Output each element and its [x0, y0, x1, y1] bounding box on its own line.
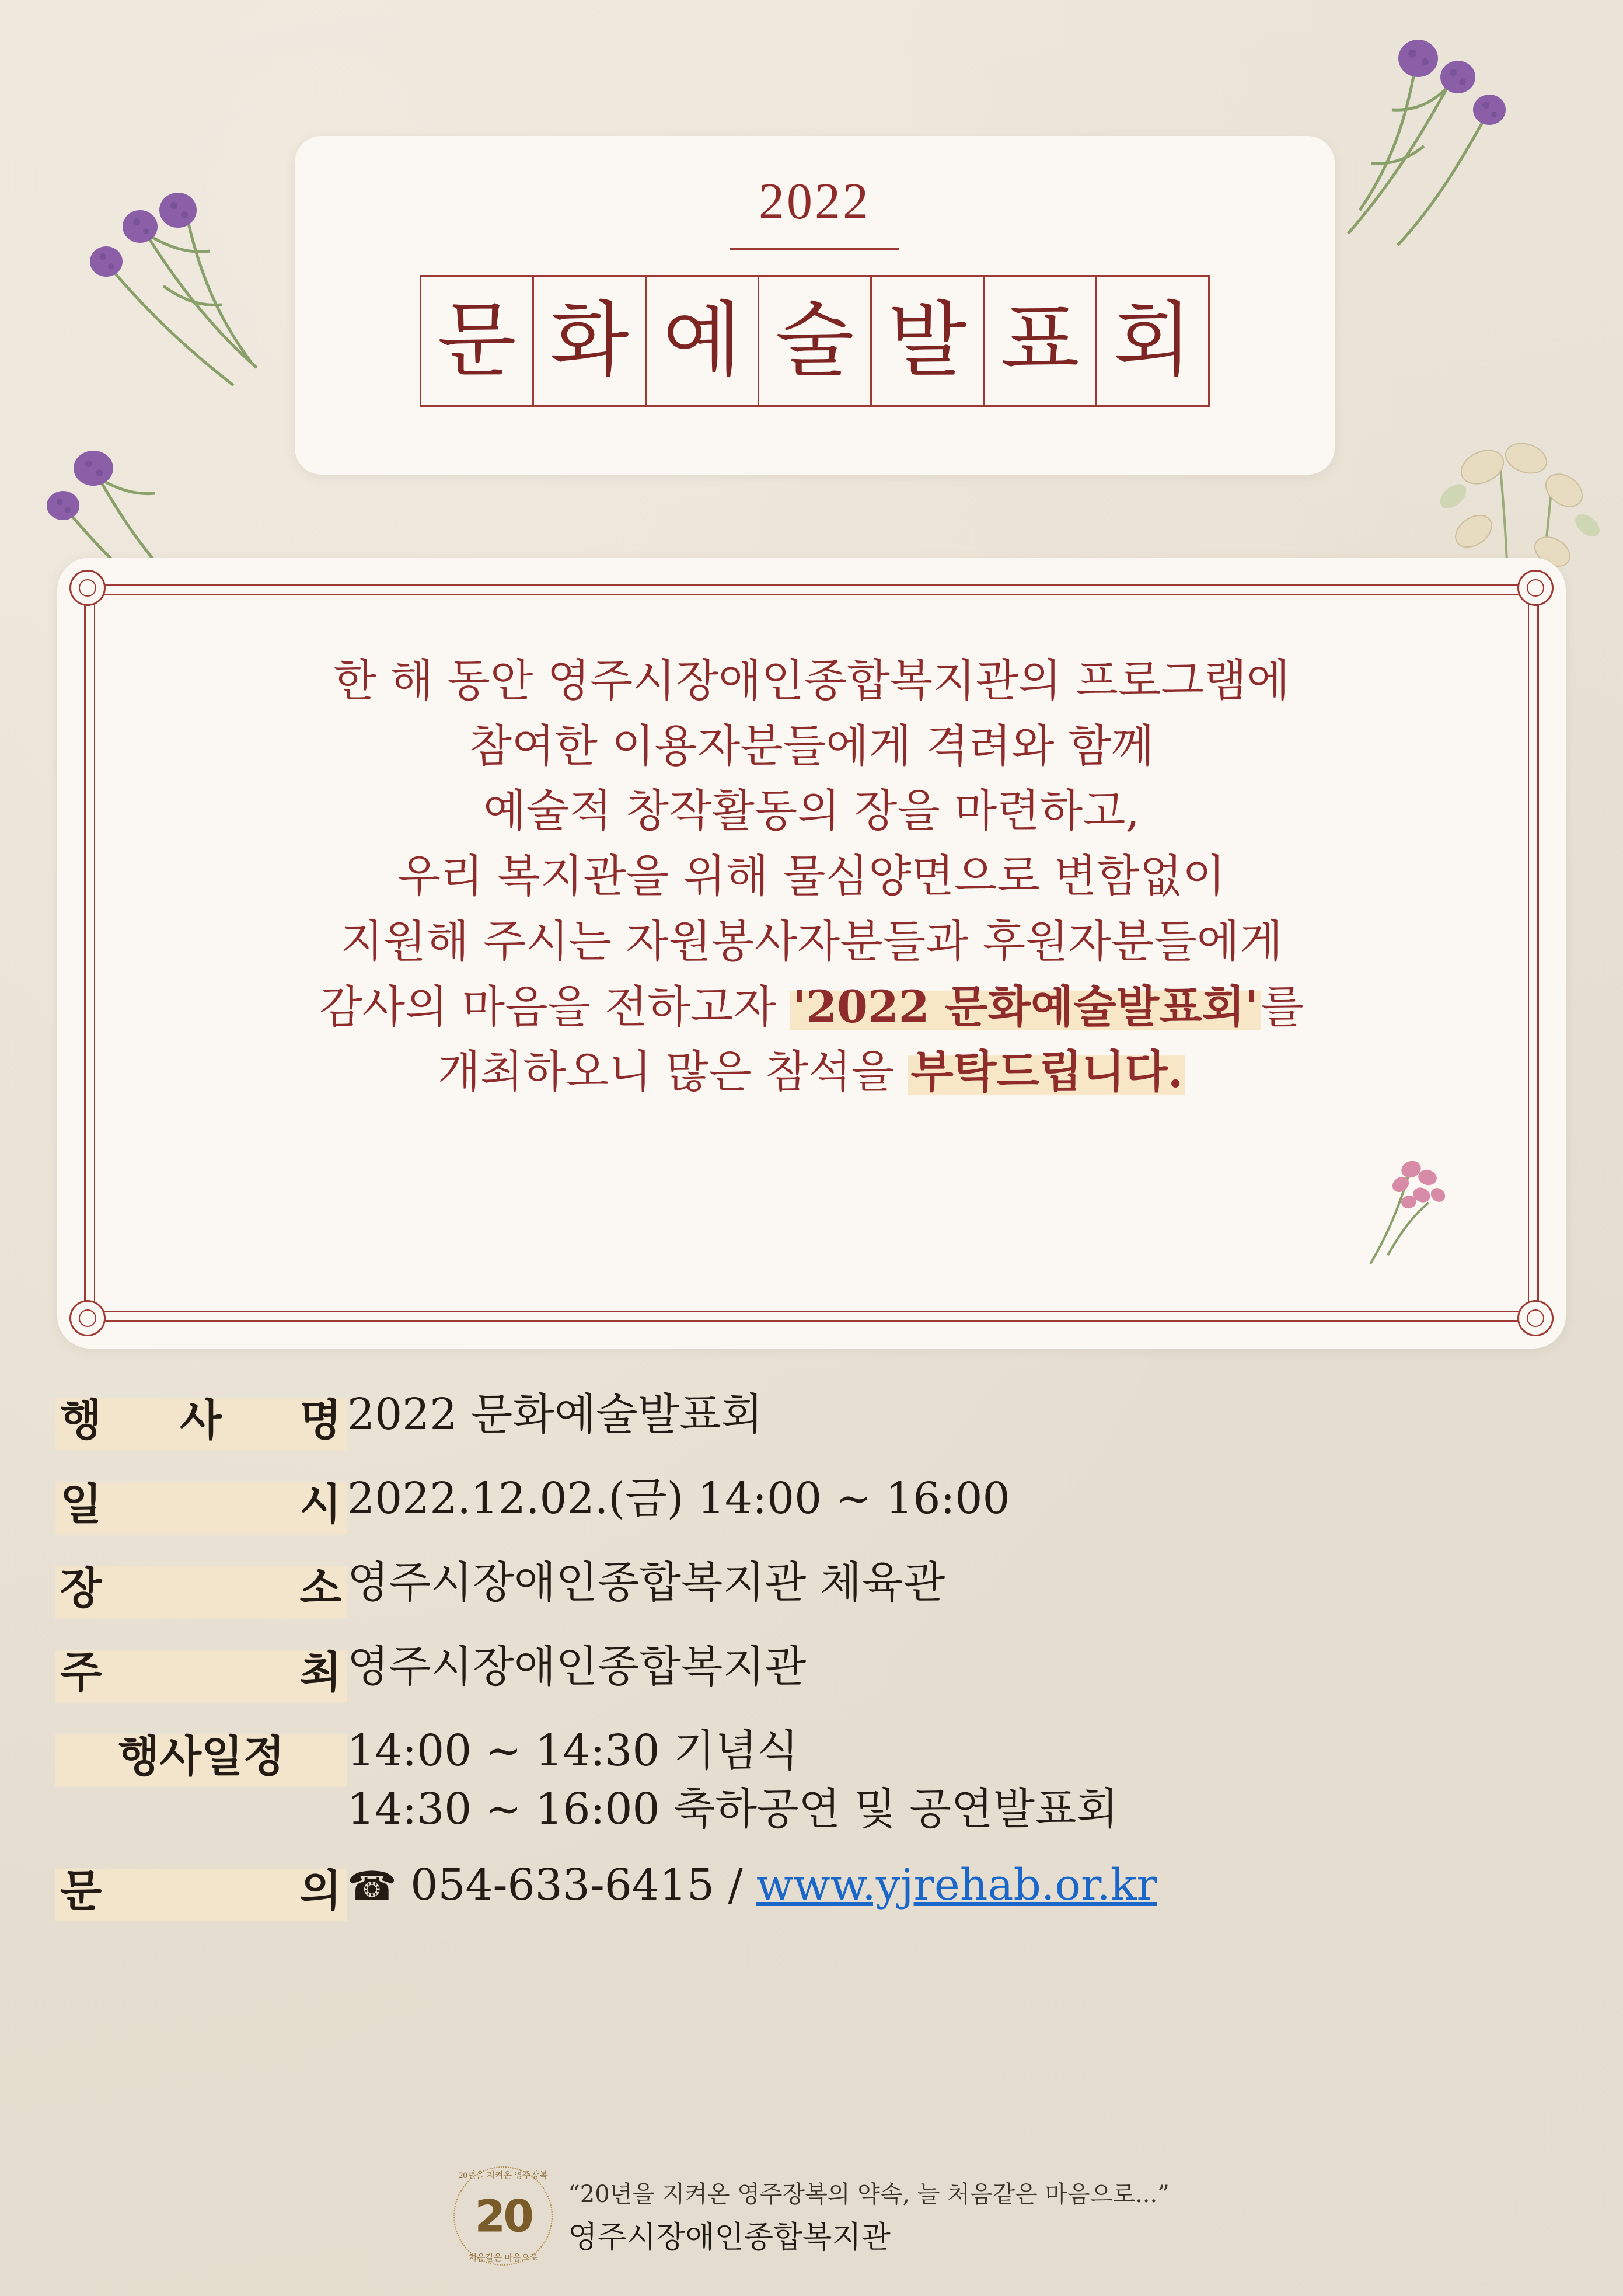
label-char: 행 — [60, 1395, 103, 1445]
label-char: 의 — [299, 1865, 343, 1916]
message-line: 한 해 동안 영주시장애인종합복지관의 프로그램에 — [333, 654, 1290, 706]
message-line-pre: 개최하오니 많은 참석을 — [437, 1046, 909, 1098]
poster-year: 2022 — [759, 173, 871, 230]
website-link[interactable]: www.yjrehab.or.kr — [756, 1859, 1157, 1910]
message-highlight: '2022 문화예술발표회' — [790, 981, 1261, 1033]
info-row-host — [55, 1636, 1573, 1705]
info-row-event-name — [55, 1384, 1573, 1452]
info-label — [55, 1468, 347, 1537]
info-value-line: 영주시장애인종합복지관 — [347, 1642, 807, 1692]
info-label — [55, 1636, 347, 1705]
message-highlight: 부탁드립니다. — [908, 1046, 1185, 1098]
message-line: 예술적 창작활동의 장을 마련하고, — [483, 785, 1140, 837]
title-char: 예 — [647, 277, 759, 405]
poster-title-boxed — [420, 275, 1210, 407]
message-card — [57, 558, 1566, 1349]
contact-separator: / — [714, 1859, 757, 1910]
label-char: 시 — [299, 1479, 343, 1529]
info-row-contact — [55, 1854, 1573, 1923]
message-line: 지원해 주시는 자원봉사자분들과 후원자분들에게 — [340, 915, 1283, 967]
info-value-line: 14:30 ~ 16:00 축하공연 및 공연발표회 — [347, 1783, 1118, 1834]
frame-corner-ornament — [69, 570, 106, 606]
info-value-line: 14:00 ~ 14:30 기념식 — [347, 1726, 799, 1776]
info-value — [347, 1468, 1010, 1528]
label-char: 장 — [60, 1563, 103, 1614]
info-value — [347, 1384, 763, 1444]
info-label — [55, 1552, 347, 1621]
message-line: 우리 복지관을 위해 물심양면으로 변함없이 — [397, 850, 1226, 903]
info-value-line: 2022 문화예술발표회 — [347, 1389, 763, 1440]
logo-number: 20 — [474, 2190, 532, 2242]
footer-text — [568, 2176, 1169, 2256]
telephone-icon: ☎ — [347, 1863, 397, 1910]
title-char: 문 — [421, 277, 534, 405]
info-value-line: 2022.12.02.(금) 14:00 ~ 16:00 — [347, 1473, 1010, 1524]
title-char: 발 — [872, 277, 985, 405]
event-info-list — [55, 1384, 1573, 1938]
info-row-venue — [55, 1552, 1573, 1621]
frame-corner-ornament — [69, 1300, 106, 1336]
message-line-post: 를 — [1261, 980, 1304, 1033]
info-row-datetime — [55, 1468, 1573, 1537]
year-underline — [730, 248, 899, 250]
label-char: 명 — [299, 1395, 343, 1445]
message-body — [57, 648, 1566, 1105]
footer-slogan: “20년을 지켜온 영주장복의 약속, 늘 처음같은 마음으로...” — [568, 2181, 1170, 2208]
title-char: 화 — [534, 277, 647, 405]
footer-organization: 영주시장애인종합복지관 — [568, 2220, 891, 2255]
logo-ring-top-text: 20년을 지켜온 영주장복 — [458, 2171, 548, 2180]
info-value-line: 영주시장애인종합복지관 체육관 — [347, 1558, 945, 1608]
contact-phone: 054-633-6415 — [410, 1859, 715, 1910]
info-label — [55, 1854, 347, 1923]
frame-corner-ornament — [1517, 570, 1554, 606]
message-line — [57, 974, 1566, 1040]
title-char: 회 — [1097, 277, 1210, 405]
info-label — [55, 1720, 347, 1789]
info-value — [347, 1552, 945, 1612]
title-char: 표 — [985, 277, 1097, 405]
label-char: 최 — [299, 1647, 343, 1698]
frame-corner-ornament — [1517, 1300, 1554, 1336]
logo-ring-bottom-text: 처음같은 마음으로 — [468, 2253, 539, 2263]
label-char: 소 — [299, 1563, 343, 1614]
label-char: 행사일정 — [118, 1731, 285, 1782]
label-char: 문 — [60, 1865, 103, 1916]
title-card — [295, 136, 1335, 475]
label-char: 사 — [180, 1395, 223, 1445]
message-line — [57, 1039, 1566, 1105]
label-char: 주 — [60, 1647, 103, 1698]
label-char: 일 — [60, 1479, 103, 1529]
info-value — [347, 1854, 1157, 1915]
info-value — [347, 1636, 806, 1696]
info-row-schedule — [55, 1720, 1573, 1839]
info-value — [347, 1720, 1118, 1839]
message-line-pre: 감사의 마음을 전하고자 — [319, 980, 790, 1033]
flower-decoration-left-upper — [76, 193, 321, 426]
title-char: 술 — [759, 277, 872, 405]
anniversary-logo-icon — [453, 2166, 553, 2266]
info-label — [55, 1384, 347, 1452]
message-line: 참여한 이용자분들에게 격려와 함께 — [469, 719, 1154, 772]
footer — [0, 2166, 1623, 2266]
